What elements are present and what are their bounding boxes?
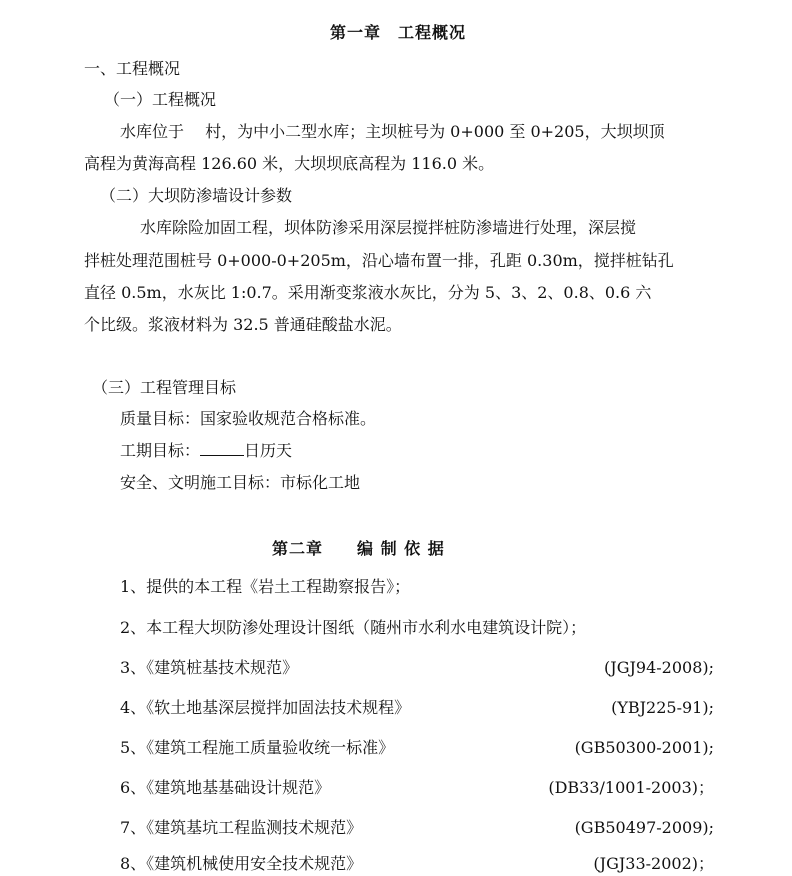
sub2-paragraph-line3: 直径 0.5m，水灰比 1:0.7。采用渐变浆液水灰比，分为 5、3、2、0.8、0.6 六 — [84, 283, 652, 302]
reference-code: (GB50497-2009); — [574, 818, 714, 837]
sub1-paragraph-line1: 水库位于 村，为中小二型水库；主坝桩号为 0+000 至 0+205，大坝坝顶 — [120, 122, 665, 141]
chapter2-title: 第二章 编 制 依 据 — [272, 539, 445, 558]
reference-code: (JGJ33-2002)； — [593, 854, 714, 873]
reference-code: (DB33/1001-2003)； — [548, 778, 714, 797]
safety-goal: 安全、文明施工目标：市标化工地 — [120, 473, 361, 492]
sub2-paragraph-line1: 水库除险加固工程，坝体防渗采用深层搅拌桩防渗墙进行处理，深层搅 — [140, 218, 637, 237]
sub2-paragraph-line2: 拌桩处理范围桩号 0+000-0+205m，沿心墙布置一排，孔距 0.30m，搅拌桩钻孔 — [84, 251, 674, 270]
schedule-goal-prefix: 工期目标： — [120, 441, 201, 460]
sub1-paragraph-line2: 高程为黄海高程 126.60 米，大坝坝底高程为 116.0 米。 — [84, 154, 495, 173]
sub3-heading: （三）工程管理目标 — [92, 378, 237, 397]
schedule-goal-suffix: 日历天 — [244, 441, 293, 460]
schedule-goal — [120, 440, 292, 462]
reference-code: (JGJ94-2008); — [604, 658, 714, 677]
schedule-blank — [200, 441, 244, 456]
reference-item: 5、《建筑工程施工质量验收统一标准》 — [120, 738, 395, 757]
reference-item: 8、《建筑机械使用安全技术规范》 — [120, 854, 363, 873]
sub2-heading: （二）大坝防渗墙设计参数 — [100, 186, 293, 205]
sub1-heading: （一）工程概况 — [104, 90, 217, 109]
reference-item: 7、《建筑基坑工程监测技术规范》 — [120, 818, 363, 837]
section1-heading: 一、工程概况 — [84, 59, 181, 78]
reference-item: 6、《建筑地基基础设计规范》 — [120, 778, 331, 797]
quality-goal: 质量目标：国家验收规范合格标准。 — [120, 409, 377, 428]
chapter1-title: 第一章 工程概况 — [330, 23, 467, 42]
reference-item: 4、《软土地基深层搅拌加固法技术规程》 — [120, 698, 411, 717]
reference-item: 1、提供的本工程《岩土工程勘察报告》； — [120, 577, 411, 596]
reference-code: (YBJ225-91); — [611, 698, 714, 717]
reference-item: 3、《建筑桩基技术规范》 — [120, 658, 299, 677]
sub2-paragraph-line4: 个比级。浆液材料为 32.5 普通硅酸盐水泥。 — [84, 315, 402, 334]
reference-item: 2、本工程大坝防渗处理设计图纸（随州市水利水电建筑设计院）； — [120, 618, 587, 637]
reference-code: (GB50300-2001); — [574, 738, 714, 757]
